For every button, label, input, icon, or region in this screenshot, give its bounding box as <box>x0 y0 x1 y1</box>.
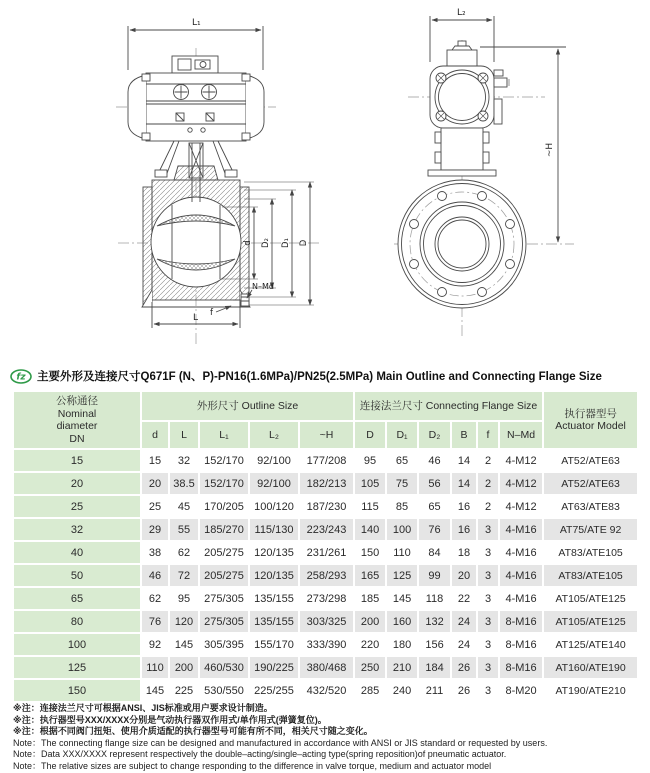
dim-label-N-Md: N–Md <box>252 282 274 291</box>
table-cell: 4-M12 <box>499 449 543 472</box>
table-cell: 165 <box>354 564 386 587</box>
column-header-row: d L L₁ L₂ ~H D D₁ D₂ B f N–Md <box>13 421 638 449</box>
table-cell: 99 <box>418 564 451 587</box>
table-cell: 3 <box>477 679 499 702</box>
cell-dn: 32 <box>13 518 141 541</box>
table-row <box>13 587 638 610</box>
table-cell: 62 <box>141 587 169 610</box>
dim-label-D1: D₁ <box>281 238 291 248</box>
table-cell: 84 <box>418 541 451 564</box>
table-cell: 380/468 <box>299 656 354 679</box>
table-cell: 15 <box>141 449 169 472</box>
valve-outline-drawing <box>0 0 650 362</box>
dim-label-D: D <box>299 239 309 247</box>
table-cell: 26 <box>451 679 477 702</box>
table-cell: 38.5 <box>169 472 199 495</box>
table-cell: 305/395 <box>199 633 249 656</box>
table-cell: 4-M16 <box>499 541 543 564</box>
footnote-line: Note：Data XXX/XXXX represent respectively the double–acting/single–acting type(spring reposition)of pneumatic actuator. <box>13 749 507 760</box>
side-view <box>116 18 322 345</box>
table-cell: 460/530 <box>199 656 249 679</box>
table-cell: 160 <box>386 610 418 633</box>
table-cell: 170/205 <box>199 495 249 518</box>
table-row <box>13 541 638 564</box>
table-cell: AT190/ATE210 <box>543 679 638 702</box>
table-cell: 273/298 <box>299 587 354 610</box>
table-cell: 65 <box>386 449 418 472</box>
table-row <box>13 472 638 495</box>
table-cell: 205/275 <box>199 564 249 587</box>
table-cell: 2 <box>477 495 499 518</box>
table-cell: 55 <box>169 518 199 541</box>
table-cell: 250 <box>354 656 386 679</box>
table-cell: 75 <box>386 472 418 495</box>
table-cell: 240 <box>386 679 418 702</box>
cell-dn: 25 <box>13 495 141 518</box>
table-cell: 45 <box>169 495 199 518</box>
dim-label-D2: D₂ <box>261 238 271 248</box>
cell-dn: 40 <box>13 541 141 564</box>
table-cell: 92/100 <box>249 449 299 472</box>
table-cell: 3 <box>477 564 499 587</box>
table-cell: 22 <box>451 587 477 610</box>
section-title-bar <box>10 366 646 386</box>
table-cell: 187/230 <box>299 495 354 518</box>
table-cell: 95 <box>354 449 386 472</box>
table-cell: 120 <box>169 610 199 633</box>
table-cell: 120/135 <box>249 541 299 564</box>
table-cell: 65 <box>418 495 451 518</box>
table-cell: AT52/ATE63 <box>543 472 638 495</box>
table-cell: 225/255 <box>249 679 299 702</box>
table-cell: 95 <box>169 587 199 610</box>
table-cell: 8-M20 <box>499 679 543 702</box>
cell-dn: 65 <box>13 587 141 610</box>
table-cell: 3 <box>477 633 499 656</box>
table-cell: 220 <box>354 633 386 656</box>
cell-dn: 80 <box>13 610 141 633</box>
table-cell: 14 <box>451 472 477 495</box>
header-connecting-flange-size: 连接法兰尺寸 Connecting Flange Size <box>354 391 543 421</box>
brand-logo-text: fz <box>16 372 26 382</box>
table-row <box>13 656 638 679</box>
table-cell: 333/390 <box>299 633 354 656</box>
table-cell: 2 <box>477 472 499 495</box>
table-cell: 258/293 <box>299 564 354 587</box>
table-cell: 24 <box>451 633 477 656</box>
dimension-table-wrap <box>12 390 638 703</box>
footnote-line: ※注：连接法兰尺寸可根据ANSI、JIS标准或用户要求设计制造。 <box>13 703 273 713</box>
table-cell: 3 <box>477 541 499 564</box>
table-cell: 145 <box>141 679 169 702</box>
table-cell: 118 <box>418 587 451 610</box>
page-title: 主要外形及连接尺寸Q671F (N、P)-PN16(1.6MPa)/PN25(2.5MPa) Main Outline and Connecting Flange Size <box>37 371 602 383</box>
table-row <box>13 679 638 702</box>
table-cell: 4-M16 <box>499 564 543 587</box>
table-cell: 285 <box>354 679 386 702</box>
table-cell: AT83/ATE105 <box>543 541 638 564</box>
table-cell: AT75/ATE 92 <box>543 518 638 541</box>
table-cell: 225 <box>169 679 199 702</box>
table-cell: 76 <box>141 610 169 633</box>
dim-label-L: L <box>193 313 199 323</box>
table-cell: 26 <box>451 656 477 679</box>
table-cell: 177/208 <box>299 449 354 472</box>
table-cell: 85 <box>386 495 418 518</box>
table-cell: 20 <box>451 564 477 587</box>
table-cell: 25 <box>141 495 169 518</box>
footnote-line: Note：The connecting flange size can be designed and manufactured in accordance with ANSI or JIS standard or requested by users. <box>13 737 548 748</box>
table-cell: 100/120 <box>249 495 299 518</box>
table-cell: 135/155 <box>249 610 299 633</box>
table-cell: 156 <box>418 633 451 656</box>
table-cell: 29 <box>141 518 169 541</box>
table-cell: 92 <box>141 633 169 656</box>
table-cell: 110 <box>141 656 169 679</box>
table-cell: 120/135 <box>249 564 299 587</box>
technical-drawings <box>0 0 650 362</box>
table-cell: 20 <box>141 472 169 495</box>
table-cell: AT125/ATE140 <box>543 633 638 656</box>
table-cell: 223/243 <box>299 518 354 541</box>
table-cell: AT105/ATE125 <box>543 610 638 633</box>
table-cell: 8-M16 <box>499 656 543 679</box>
table-cell: 132 <box>418 610 451 633</box>
table-cell: 155/170 <box>249 633 299 656</box>
table-cell: 184 <box>418 656 451 679</box>
table-cell: 152/170 <box>199 449 249 472</box>
table-cell: 135/155 <box>249 587 299 610</box>
table-cell: 115 <box>354 495 386 518</box>
dim-label-d: d <box>243 240 253 246</box>
table-cell: 275/305 <box>199 610 249 633</box>
table-row <box>13 449 638 472</box>
table-cell: 8-M16 <box>499 633 543 656</box>
header-actuator-model: 执行器型号 Actuator Model <box>543 391 638 449</box>
cell-dn: 20 <box>13 472 141 495</box>
table-cell: AT52/ATE63 <box>543 449 638 472</box>
table-cell: 231/261 <box>299 541 354 564</box>
table-cell: 145 <box>386 587 418 610</box>
footnote-line: ※注：执行器型号XXX/XXXX分别是气动执行器双作用式/单作用式(弹簧复位)。 <box>13 714 327 725</box>
table-cell: 211 <box>418 679 451 702</box>
table-cell: 62 <box>169 541 199 564</box>
table-cell: 182/213 <box>299 472 354 495</box>
cell-dn: 100 <box>13 633 141 656</box>
table-cell: 14 <box>451 449 477 472</box>
dim-label-H: ~H <box>545 142 555 158</box>
table-row <box>13 610 638 633</box>
table-cell: 16 <box>451 518 477 541</box>
table-cell: 8-M16 <box>499 610 543 633</box>
table-cell: 56 <box>418 472 451 495</box>
table-cell: 4-M16 <box>499 518 543 541</box>
table-cell: 303/325 <box>299 610 354 633</box>
table-row <box>13 495 638 518</box>
table-cell: 4-M12 <box>499 472 543 495</box>
table-cell: AT160/ATE190 <box>543 656 638 679</box>
table-cell: AT105/ATE125 <box>543 587 638 610</box>
table-cell: 110 <box>386 541 418 564</box>
cell-dn: 125 <box>13 656 141 679</box>
table-cell: 46 <box>418 449 451 472</box>
table-cell: 2 <box>477 449 499 472</box>
table-cell: 205/275 <box>199 541 249 564</box>
end-view <box>394 8 574 336</box>
header-nominal-diameter: 公称通径 Nominal diameter DN <box>13 391 141 449</box>
dim-label-L2: L₂ <box>457 8 466 18</box>
table-cell: 432/520 <box>299 679 354 702</box>
table-cell: 185/270 <box>199 518 249 541</box>
table-cell: 3 <box>477 610 499 633</box>
footnotes <box>13 703 643 773</box>
table-cell: 4-M16 <box>499 587 543 610</box>
table-cell: 76 <box>418 518 451 541</box>
table-cell: 38 <box>141 541 169 564</box>
table-cell: 152/170 <box>199 472 249 495</box>
table-cell: 210 <box>386 656 418 679</box>
table-cell: 46 <box>141 564 169 587</box>
table-cell: 18 <box>451 541 477 564</box>
table-cell: 185 <box>354 587 386 610</box>
footnote-line: ※注：根据不同阀门扭矩、使用介质适配的执行器型号可能有所不同，相关尺寸随之变化。 <box>13 726 373 737</box>
table-cell: 3 <box>477 587 499 610</box>
table-cell: 24 <box>451 610 477 633</box>
table-cell: 125 <box>386 564 418 587</box>
table-cell: 530/550 <box>199 679 249 702</box>
table-cell: 105 <box>354 472 386 495</box>
table-cell: 3 <box>477 656 499 679</box>
table-cell: 180 <box>386 633 418 656</box>
header-outline-size: 外形尺寸 Outline Size <box>141 391 354 421</box>
dim-label-f: f <box>210 308 213 318</box>
dimension-table <box>12 390 639 703</box>
cell-dn: 15 <box>13 449 141 472</box>
table-cell: 100 <box>386 518 418 541</box>
table-cell: 200 <box>354 610 386 633</box>
table-cell: 275/305 <box>199 587 249 610</box>
brand-logo-icon <box>10 369 32 384</box>
cell-dn: 150 <box>13 679 141 702</box>
table-row <box>13 633 638 656</box>
table-cell: AT63/ATE83 <box>543 495 638 518</box>
table-cell: 16 <box>451 495 477 518</box>
table-cell: 3 <box>477 518 499 541</box>
table-cell: 115/130 <box>249 518 299 541</box>
table-cell: 32 <box>169 449 199 472</box>
cell-dn: 50 <box>13 564 141 587</box>
table-cell: 190/225 <box>249 656 299 679</box>
table-row <box>13 564 638 587</box>
table-cell: 72 <box>169 564 199 587</box>
table-cell: 150 <box>354 541 386 564</box>
table-cell: AT83/ATE105 <box>543 564 638 587</box>
table-cell: 140 <box>354 518 386 541</box>
table-cell: 145 <box>169 633 199 656</box>
table-cell: 200 <box>169 656 199 679</box>
table-cell: 92/100 <box>249 472 299 495</box>
table-cell: 4-M12 <box>499 495 543 518</box>
dim-label-L1: L₁ <box>192 18 201 28</box>
table-row <box>13 518 638 541</box>
footnote-line: Note：The relative sizes are subject to change responding to the difference in valve torque, medium and actuator model <box>13 760 492 771</box>
